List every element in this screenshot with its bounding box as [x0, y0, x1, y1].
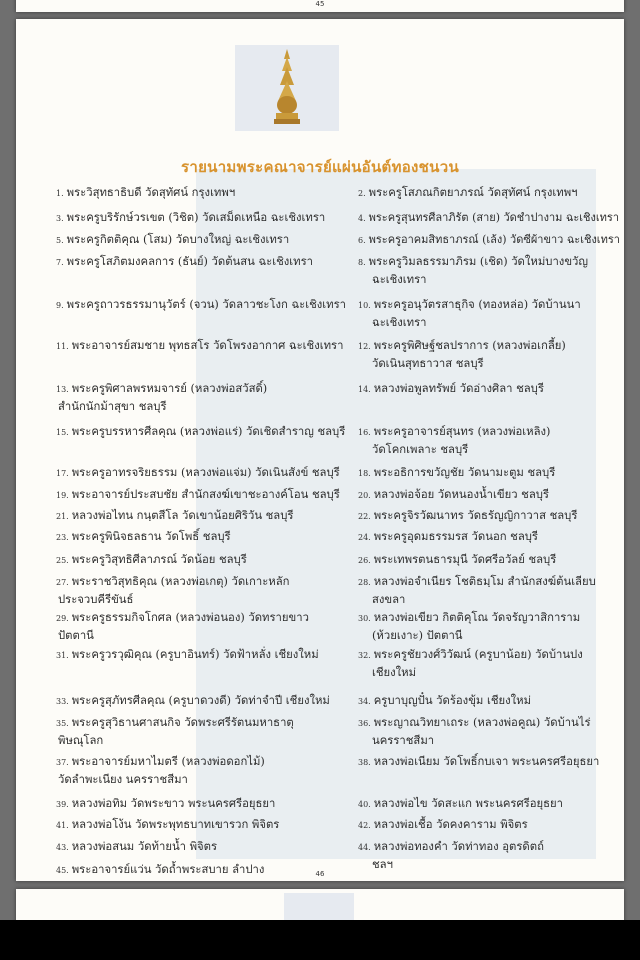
item-number: 25.	[56, 556, 69, 565]
item-text: พระครูวรวุฒิคุณ (ครูบาอินทร์) วัดฟ้าหลั่ง เชียงใหม่	[71, 648, 319, 661]
list-item	[56, 753, 265, 788]
list-item	[358, 464, 555, 482]
item-number: 36.	[358, 719, 371, 728]
royal-emblem-icon	[273, 49, 301, 127]
item-text: พระครูอุดมธรรมรส วัดนอก ชลบุรี	[373, 530, 538, 543]
item-number: 24.	[358, 533, 371, 542]
list-item	[56, 184, 235, 202]
item-text: หลวงพ่อเนียม วัดโพธิ์กบเจา พระนครศรีอยุธยา	[373, 755, 600, 768]
item-text: หลวงพ่อพูลทรัพย์ วัดอ่างศิลา ชลบุรี	[373, 382, 544, 395]
page-number-bottom: 46	[315, 870, 325, 878]
item-text: พระครูโสภณกิตยาภรณ์ วัดสุทัศน์ กรุงเทพฯ	[368, 186, 578, 199]
item-text: พระครูพิศาลพรหมจารย์ (หลวงพ่อสวัสดิ์)	[71, 382, 268, 395]
item-text: พระครูบรรหารศีลคุณ (หลวงพ่อแร่) วัดเชิดสำราญ ชลบุรี	[71, 425, 346, 438]
list-item	[358, 486, 549, 504]
list-item	[56, 507, 293, 525]
item-text: พระครูกิตติคุณ (โสม) วัดบางใหญ่ ฉะเชิงเทรา	[66, 233, 290, 246]
item-number: 38.	[358, 758, 371, 767]
item-number: 14.	[358, 385, 371, 394]
item-number: 42.	[358, 821, 371, 830]
item-text: พระอาจารย์ประสบชัย สำนักสงฆ์เขาชะอางค์โอน ชลบุรี	[71, 488, 340, 501]
item-text: พระครูจิรวัฒนาทร วัดธรัญญิกาวาส ชลบุรี	[373, 509, 578, 522]
item-text: พระครูวิมลธรรมาภิรม (เชิด) วัดใหม่บางขวัญ	[368, 255, 589, 268]
item-text: พระวิสุทธาธิบดี วัดสุทัศน์ กรุงเทพฯ	[66, 186, 236, 199]
item-continuation: วัดลำพะเนียง นครราชสีมา	[58, 773, 188, 786]
item-number: 35.	[56, 719, 69, 728]
item-number: 4.	[358, 214, 366, 223]
list-item	[56, 231, 289, 249]
item-text: หลวงพ่อจำเนียร โชติธมฺโม สำนักสงฆ์ต้นเลียบ	[373, 575, 596, 588]
item-number: 11.	[56, 342, 69, 351]
list-item	[358, 380, 544, 398]
item-text: ครูบาบุญปั๋น วัดร้องขุ้ม เชียงใหม่	[373, 694, 532, 707]
item-number: 3.	[56, 214, 64, 223]
item-continuation: นครราชสีมา	[372, 734, 435, 747]
item-number: 20.	[358, 491, 371, 500]
item-text: พระครูอนุวัตรสาธุกิจ (ทองหล่อ) วัดบ้านนา	[373, 298, 581, 311]
item-number: 8.	[358, 258, 366, 267]
item-number: 37.	[56, 758, 69, 767]
item-number: 13.	[56, 385, 69, 394]
item-text: พระอาจารย์แว่น วัดถ้ำพระสบาย ลำปาง	[71, 863, 265, 876]
item-continuation: ชลฯ	[372, 858, 393, 871]
list-item	[358, 231, 620, 249]
list-item	[56, 551, 247, 569]
item-number: 27.	[56, 578, 69, 587]
page-number-top: 45	[315, 0, 325, 8]
item-text: พระครูพินิจธลธาน วัดโพธิ์ ชลบุรี	[71, 530, 231, 543]
screen-bottom-bar	[0, 920, 640, 960]
item-text: พระครูถาวรธรรมานุวัตร์ (จวน) วัดลาวชะโงก ฉะเชิงเทรา	[66, 298, 346, 311]
item-continuation: (ห้วยเงาะ) ปัตตานี	[372, 629, 463, 642]
item-number: 34.	[358, 697, 371, 706]
item-number: 33.	[56, 697, 69, 706]
list-item	[56, 816, 279, 834]
item-text: หลวงพ่อเขียว กิตติคุโณ วัดจรัญวาสิการาม	[373, 611, 581, 624]
list-item	[56, 573, 290, 608]
item-text: พระอาจารย์สมชาย พุทธสโร วัดโพรงอากาศ ฉะเชิงเทรา	[71, 339, 344, 352]
list-item	[56, 714, 294, 749]
item-number: 16.	[358, 428, 371, 437]
list-item	[358, 692, 531, 710]
item-continuation: วัดเนินสุทธาวาส ชลบุรี	[372, 357, 484, 370]
item-text: พระครูบริรักษ์วรเขต (วิชิต) วัดเสม็ดเหนือ ฉะเชิงเทรา	[66, 211, 326, 224]
list-item	[56, 464, 340, 482]
item-number: 19.	[56, 491, 69, 500]
emblem-frame	[235, 45, 339, 131]
item-number: 7.	[56, 258, 64, 267]
item-number: 9.	[56, 301, 64, 310]
item-number: 12.	[358, 342, 371, 351]
item-number: 28.	[358, 578, 371, 587]
item-continuation: ฉะเชิงเทรา	[372, 316, 427, 329]
list-item	[358, 838, 544, 873]
item-continuation: ฉะเชิงเทรา	[372, 273, 427, 286]
item-number: 18.	[358, 469, 371, 478]
item-text: หลวงพ่อไข วัดสะแก พระนครศรีอยุธยา	[373, 797, 563, 810]
list-item	[56, 423, 345, 441]
item-number: 5.	[56, 236, 64, 245]
item-text: หลวงพ่อไทน กนฺตสีโล วัดเขาน้อยศิริวัน ชลบุรี	[71, 509, 294, 522]
list-item	[358, 528, 538, 546]
item-number: 23.	[56, 533, 69, 542]
item-number: 26.	[358, 556, 371, 565]
item-number: 17.	[56, 469, 69, 478]
item-number: 44.	[358, 843, 371, 852]
item-continuation: ปัตตานี	[58, 629, 94, 642]
item-text: หลวงพ่อเชื้อ วัดคงคาราม พิจิตร	[373, 818, 528, 831]
list-item	[358, 184, 578, 202]
list-item	[56, 253, 313, 271]
list-item	[358, 209, 619, 227]
item-number: 6.	[358, 236, 366, 245]
item-number: 22.	[358, 512, 371, 521]
item-continuation: สงขลา	[372, 593, 406, 606]
list-item	[358, 753, 599, 771]
item-number: 10.	[358, 301, 371, 310]
item-text: พระญาณวิทยาเถระ (หลวงพ่อคูณ) วัดบ้านไร่	[373, 716, 591, 729]
list-item	[358, 253, 588, 288]
item-number: 2.	[358, 189, 366, 198]
list-item	[56, 795, 275, 813]
page-heading: รายนามพระคณาจารย์แผ่นอันต์ทองชนวน	[180, 158, 459, 176]
list-item	[56, 296, 346, 314]
list-item	[56, 609, 309, 644]
item-number: 32.	[358, 651, 371, 660]
item-text: พระครูอาทรจริยธรรม (หลวงพ่อแจ่ม) วัดเนินสังข์ ชลบุรี	[71, 466, 340, 479]
list-item	[56, 380, 267, 415]
list-item	[56, 528, 231, 546]
item-number: 41.	[56, 821, 69, 830]
list-item	[358, 646, 583, 681]
item-number: 15.	[56, 428, 69, 437]
item-number: 45.	[56, 866, 69, 875]
item-text: หลวงพ่อทิม วัดพระขาว พระนครศรีอยุธยา	[71, 797, 276, 810]
item-text: หลวงพ่อสนม วัดท้ายน้ำ พิจิตร	[71, 840, 218, 853]
item-text: พระครูพิศิษฐ์ชลปราการ (หลวงพ่อเกลี้ย)	[373, 339, 566, 352]
list-item	[358, 816, 528, 834]
list-item	[56, 692, 330, 710]
item-text: พระครูโสภิตมงคลการ (ธันย์) วัดต้นสน ฉะเชิงเทรา	[66, 255, 313, 268]
item-text: หลวงพ่อโง้น วัดพระพุทธบาทเขารวก พิจิตร	[71, 818, 280, 831]
item-number: 39.	[56, 800, 69, 809]
list-item	[56, 646, 319, 664]
list-item	[358, 714, 591, 749]
item-number: 30.	[358, 614, 371, 623]
list-item	[56, 486, 340, 504]
item-continuation: สำนักนักม้าสุขา ชลบุรี	[58, 400, 167, 413]
item-number: 31.	[56, 651, 69, 660]
list-item	[358, 423, 550, 458]
list-item	[56, 337, 343, 355]
item-text: พระครูอาจารย์สุนทร (หลวงพ่อเหลิง)	[373, 425, 551, 438]
list-item	[358, 573, 596, 608]
item-text: พระครูชัยวงศ์วิวัฒน์ (ครูบาน้อย) วัดบ้านปง	[373, 648, 583, 661]
item-text: พระเทพรตนธารมุนี วัดศรีอวัลย์ ชลบุรี	[373, 553, 557, 566]
item-number: 29.	[56, 614, 69, 623]
list-item	[358, 795, 563, 813]
item-number: 40.	[358, 800, 371, 809]
item-number: 21.	[56, 512, 69, 521]
item-text: หลวงพ่อจ้อย วัดหนองน้ำเขียว ชลบุรี	[373, 488, 549, 501]
item-text: หลวงพ่อทองคำ วัดท่าทอง อุตรดิตถ์	[373, 840, 544, 853]
list-item	[358, 507, 577, 525]
list-item	[358, 296, 581, 331]
list-item	[358, 551, 556, 569]
item-continuation: วัดโคกเพลาะ ชลบุรี	[372, 443, 469, 456]
item-text: พระครูวิสุทธิศีลาภรณ์ วัดน้อย ชลบุรี	[71, 553, 247, 566]
item-text: พระครูสุวิธานศาสนกิจ วัดพระศรีรัตนมหาธาตุ	[71, 716, 294, 729]
list-item	[56, 209, 325, 227]
item-text: พระครูสุภัทรศีลคุณ (ครูบาดวงดี) วัดท่าจำปี เชียงใหม่	[71, 694, 330, 707]
item-text: พระครูธรรมกิจโกศล (หลวงพ่อนอง) วัดทรายขาว	[71, 611, 309, 624]
item-number: 1.	[56, 189, 64, 198]
previous-page	[16, 0, 624, 12]
item-number: 43.	[56, 843, 69, 852]
item-text: พระครูสุนทรศีลาภิรัต (สาย) วัดชำปางาม ฉะเชิงเทรา	[368, 211, 619, 224]
document-page[interactable]	[16, 19, 624, 881]
item-text: พระราชวิสุทธิคุณ (หลวงพ่อเกตุ) วัดเกาะหลัก	[71, 575, 290, 588]
item-text: พระอาจารย์มหาไมตรี (หลวงพ่อดอกไม้)	[71, 755, 265, 768]
item-continuation: ประจวบคีรีขันธ์	[58, 593, 134, 606]
item-continuation: เชียงใหม่	[372, 666, 417, 679]
list-item	[358, 337, 566, 372]
item-text: พระครูอาคมสิทธาภรณ์ (เล้ง) วัดซีผ้าขาว ฉะเชิงเทรา	[368, 233, 620, 246]
list-item	[358, 609, 580, 644]
item-text: พระอธิการขวัญชัย วัดนามะตูม ชลบุรี	[373, 466, 556, 479]
list-item	[56, 838, 217, 856]
item-continuation: พิษณุโลก	[58, 734, 104, 747]
